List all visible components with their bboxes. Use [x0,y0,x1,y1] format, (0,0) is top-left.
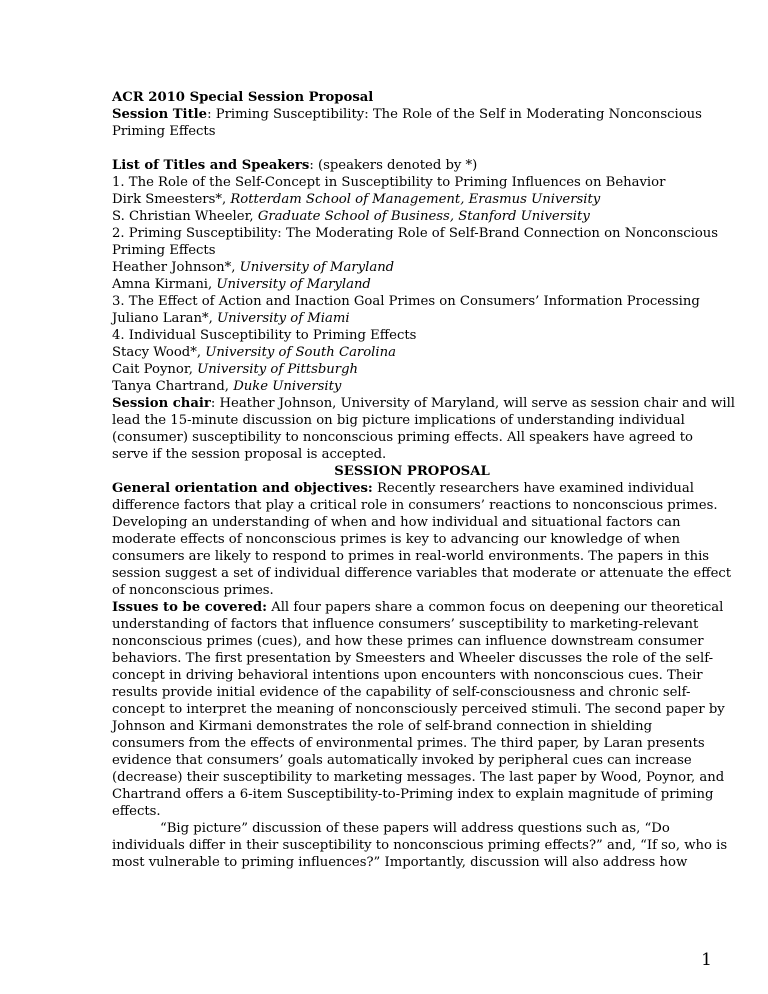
issues-text: behaviors. The first presentation by Smeesters and Wheeler discusses the role of the self- [112,651,714,666]
issues-text: Johnson and Kirmani demonstrates the role of self-brand connection in shielding [112,719,653,734]
issues-text: nonconscious primes (cues), and how these primes can influence downstream consumer [112,634,704,649]
orientation-text: session suggest a set of individual difference variables that moderate or attenuate the effect [112,566,732,581]
author-name: Stacy Wood* [112,345,197,360]
author-line: S. Christian Wheeler, Graduate School of Business, Stanford University [112,209,590,224]
issues-text: All four papers share a common focus on deepening our theoretical [267,600,724,615]
orientation-text: Developing an understanding of when and how individual and situational factors can [112,515,681,530]
speakers-heading-line: List of Titles and Speakers: (speakers denoted by *) [112,158,478,173]
author-line: Tanya Chartrand, Duke University [112,379,342,394]
issues-text: concept in driving behavioral intentions upon encounters with nonconscious cues. Their [112,668,703,683]
session-chair-text: : Heather Johnson, University of Maryland, will serve as session chair and will [210,396,736,411]
session-title-text: Priming Susceptibility: The Role of the Self in Moderating Nonconscious [215,107,702,122]
issues-line [112,599,724,616]
author-line: Dirk Smeesters*, Rotterdam School of Management, Erasmus University [112,192,601,207]
author-affiliation: Duke University [233,379,342,394]
session-chair-text: lead the 15-minute discussion on big picture implications of understanding individual [112,413,685,428]
session-chair-line [112,395,736,412]
author-name: Dirk Smeesters* [112,192,222,207]
issues-text: Chartrand offers a 6-item Susceptibility-to-Priming index to explain magnitude of priming [112,787,714,802]
author-name: Tanya Chartrand [112,379,225,394]
issues-text: (decrease) their susceptibility to marketing messages. The last paper by Wood, Poynor, and [112,770,725,785]
author-affiliation: University of Maryland [216,277,371,292]
orientation-text: moderate effects of nonconscious primes is key to advancing our knowledge of when [112,532,681,547]
proposal-label: ACR 2010 Special Session Proposal [112,90,374,105]
issues-text: concept to interpret the meaning of nonconsciously perceived stimuli. The second paper by [112,702,725,717]
section-heading: SESSION PROPOSAL [334,464,490,479]
speakers-heading: List of Titles and Speakers [112,158,310,173]
discussion-text: individuals differ in their susceptibility to nonconscious priming effects?” and, “If so, who is [112,838,728,853]
author-name: S. Christian Wheeler [112,209,250,224]
author-affiliation: University of Miami [216,311,350,326]
orientation-text: Recently researchers have examined individual [372,481,694,496]
paper-title-continued: Priming Effects [112,243,216,258]
page-number: 1 [701,950,712,970]
author-name: Juliano Laran* [112,311,209,326]
issues-label: Issues to be covered: [112,600,267,615]
author-line: Amna Kirmani, University of Maryland [112,277,371,292]
discussion-text: “Big picture” discussion of these papers will address questions such as, “Do [160,821,670,836]
issues-text: effects. [112,804,161,819]
issues-text: consumers from the effects of environmental primes. The third paper, by Laran presents [112,736,705,751]
session-title-line: Session Title: Priming Susceptibility: The Role of the Self in Moderating Nonconscious [112,107,702,122]
author-line: Juliano Laran*, University of Miami [112,311,350,326]
author-line: Heather Johnson*, University of Maryland [112,260,395,275]
author-name: Heather Johnson* [112,260,232,275]
session-chair-label: Session chair [112,396,211,411]
speakers-note: (speakers denoted by *) [317,158,478,173]
paper-title: 1. The Role of the Self-Concept in Susceptibility to Priming Influences on Behavior [112,175,666,190]
paper-title: 4. Individual Susceptibility to Priming Effects [112,328,417,343]
author-affiliation: Graduate School of Business, Stanford University [257,209,590,224]
issues-text: results provide initial evidence of the capability of self-consciousness and chronic self- [112,685,691,700]
orientation-label: General orientation and objectives: [112,481,373,496]
discussion-text: most vulnerable to priming influences?” Importantly, discussion will also address how [112,855,688,870]
author-name: Amna Kirmani [112,277,209,292]
author-line: Stacy Wood*, University of South Carolina [112,345,396,360]
paper-title: 3. The Effect of Action and Inaction Goal Primes on Consumers’ Information Processing [112,294,700,309]
orientation-text: of nonconscious primes. [112,583,274,598]
author-line: Cait Poynor, University of Pittsburgh [112,362,359,377]
author-affiliation: Rotterdam School of Management, Erasmus University [230,192,601,207]
author-name: Cait Poynor [112,362,189,377]
paper-title: 2. Priming Susceptibility: The Moderating Role of Self-Brand Connection on Nonconscious [112,226,719,241]
session-title-continued: Priming Effects [112,124,216,139]
session-chair-text: serve if the session proposal is accepted. [112,447,387,462]
author-affiliation: University of Maryland [239,260,395,275]
session-title-label: Session Title [112,107,208,122]
session-chair-text: (consumer) susceptibility to nonconscious priming effects. All speakers have agreed to [112,430,693,445]
orientation-line [112,480,712,497]
issues-text: understanding of factors that influence consumers’ susceptibility to marketing-relevant [112,617,699,632]
author-affiliation: University of Pittsburgh [197,362,359,377]
orientation-text: difference factors that play a critical role in consumers’ reactions to nonconscious primes. [112,498,718,513]
issues-text: evidence that consumers’ goals automatically invoked by peripheral cues can increase [112,753,692,768]
orientation-text: consumers are likely to respond to primes in real-world environments. The papers in this [112,549,710,564]
author-affiliation: University of South Carolina [205,345,396,360]
